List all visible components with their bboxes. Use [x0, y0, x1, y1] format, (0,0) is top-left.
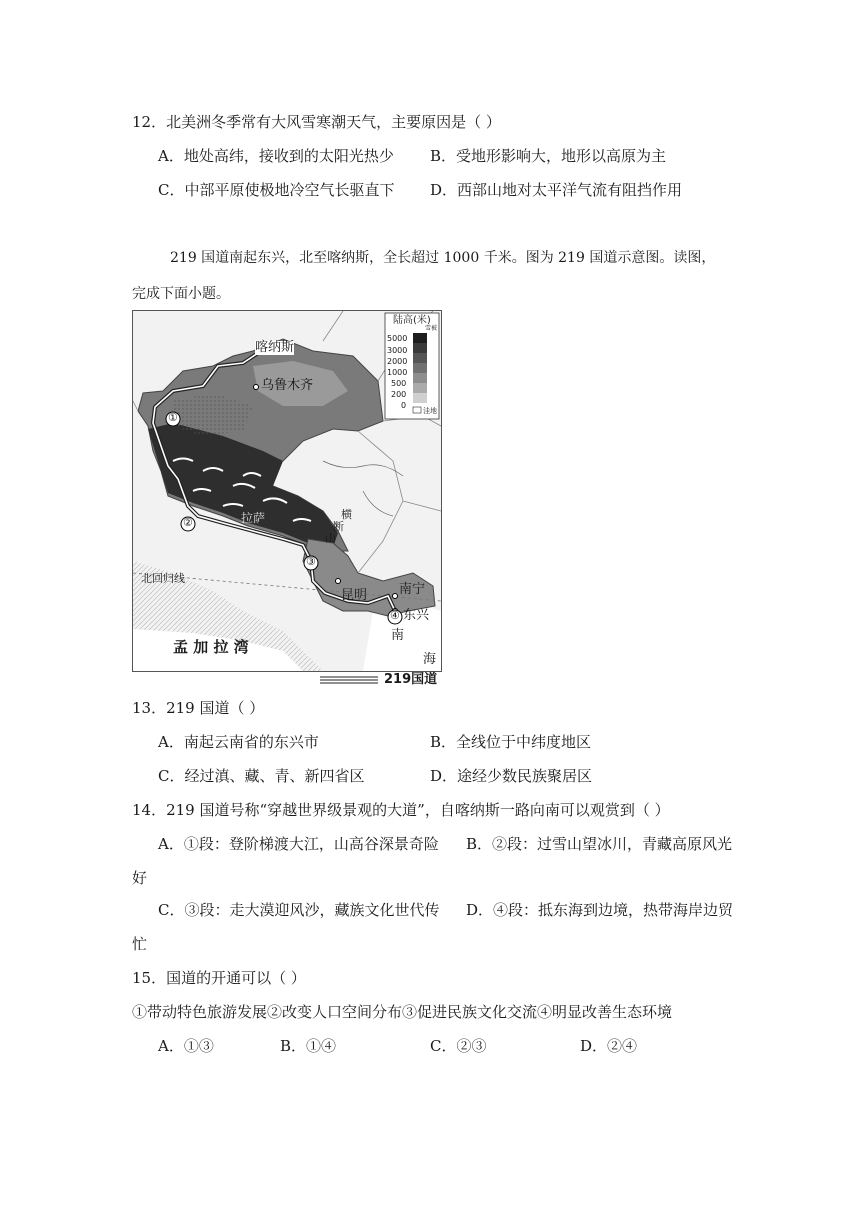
q14-option-c: C．③段：走大漠迎风沙，藏族文化世代传	[158, 901, 440, 919]
road-legend	[320, 672, 438, 688]
segment-4: ④	[390, 609, 400, 622]
legend-level-0: 0	[401, 401, 407, 410]
legend-level-200: 200	[391, 390, 407, 399]
q12-option-a: A．地处高纬，接收到的太阳光热少	[158, 147, 394, 165]
route-219-map	[132, 310, 442, 672]
q12-option-c: C．中部平原使极地冷空气长驱直下	[158, 181, 395, 199]
label-hengduan-2: 断	[333, 520, 344, 533]
label-kunming: 昆明	[341, 588, 368, 603]
label-dongxing: 东兴	[403, 608, 430, 623]
label-hengduan-3: 山	[325, 532, 336, 545]
q13-option-a: A．南起云南省的东兴市	[158, 733, 319, 751]
q12-stem: 12．北美洲冬季常有大风雪寒潮天气，主要原因是（ ）	[132, 113, 501, 131]
q15-option-d: D．②④	[580, 1037, 638, 1055]
legend-level-1000: 1000	[387, 368, 408, 377]
q15-option-c: C．②③	[430, 1037, 487, 1055]
q15-items: ①带动特色旅游发展②改变人口空间分布③促进民族文化交流④明显改善生态环境	[132, 1003, 673, 1021]
legend-title: 陆高(米)	[393, 315, 431, 326]
legend-swatches	[413, 333, 427, 413]
q14-stem: 14．219 国道号称“穿越世界级景观的大道”，自喀纳斯一路向南可以观赏到（ ）	[132, 801, 670, 819]
q15-option-a: A．①③	[158, 1037, 214, 1055]
label-bay: 孟 加 拉 湾	[173, 638, 249, 656]
q14-option-d: D．④段：抵东海到边境，热带海岸边贸	[466, 901, 734, 919]
road-legend-label: 219国道	[384, 672, 438, 687]
passage-line-2: 完成下面小题。	[132, 286, 230, 302]
label-kanas: 喀纳斯	[255, 340, 295, 355]
q15-stem: 15．国道的开通可以（ ）	[132, 969, 306, 987]
nanning-dot	[393, 594, 398, 599]
q13-option-b: B．全线位于中纬度地区	[430, 733, 592, 751]
road-legend-symbol	[320, 672, 380, 688]
legend-level-5000: 5000	[387, 334, 408, 343]
segment-2: ②	[183, 516, 193, 529]
q13-option-c: C．经过滇、藏、青、新四省区	[158, 767, 365, 785]
label-tropic: 北回归线	[141, 572, 185, 585]
segment-1: ①	[168, 411, 178, 424]
q15-option-b: B．①④	[280, 1037, 337, 1055]
q14-option-d-continued: 忙	[132, 935, 148, 953]
q14-option-a: A．①段：登阶梯渡大江，山高谷深景奇险	[158, 835, 439, 853]
q14-option-b: B．②段：过雪山望冰川，青藏高原风光	[466, 835, 733, 853]
q13-option-d: D．途经少数民族聚居区	[430, 767, 593, 785]
label-sea-2: 海	[423, 652, 437, 667]
segment-3: ③	[306, 555, 316, 568]
q13-stem: 13．219 国道（ ）	[132, 699, 265, 717]
legend-level-500: 500	[391, 379, 407, 388]
label-lasa: 拉萨	[241, 511, 266, 525]
label-sea-1: 南	[391, 628, 405, 643]
legend-depression: 洼地	[423, 407, 437, 415]
legend-level-3000: 3000	[387, 346, 408, 355]
q14-option-b-continued: 好	[132, 869, 148, 887]
label-nanning: 南宁	[399, 582, 426, 597]
q12-option-d: D．西部山地对太平洋气流有阻挡作用	[430, 181, 683, 199]
legend-level-2000: 2000	[387, 357, 408, 366]
q12-option-b: B．受地形影响大，地形以高原为主	[430, 147, 667, 165]
legend-glacier: 雪被	[425, 325, 438, 332]
passage-line-1: 219 国道南起东兴，北至喀纳斯，全长超过 1000 千米。图为 219 国道示意图。读图，	[170, 250, 716, 266]
label-urumqi: 乌鲁木齐	[261, 378, 314, 393]
urumqi-dot	[254, 385, 259, 390]
label-hengduan-1: 横	[341, 508, 352, 521]
kunming-dot	[336, 579, 341, 584]
